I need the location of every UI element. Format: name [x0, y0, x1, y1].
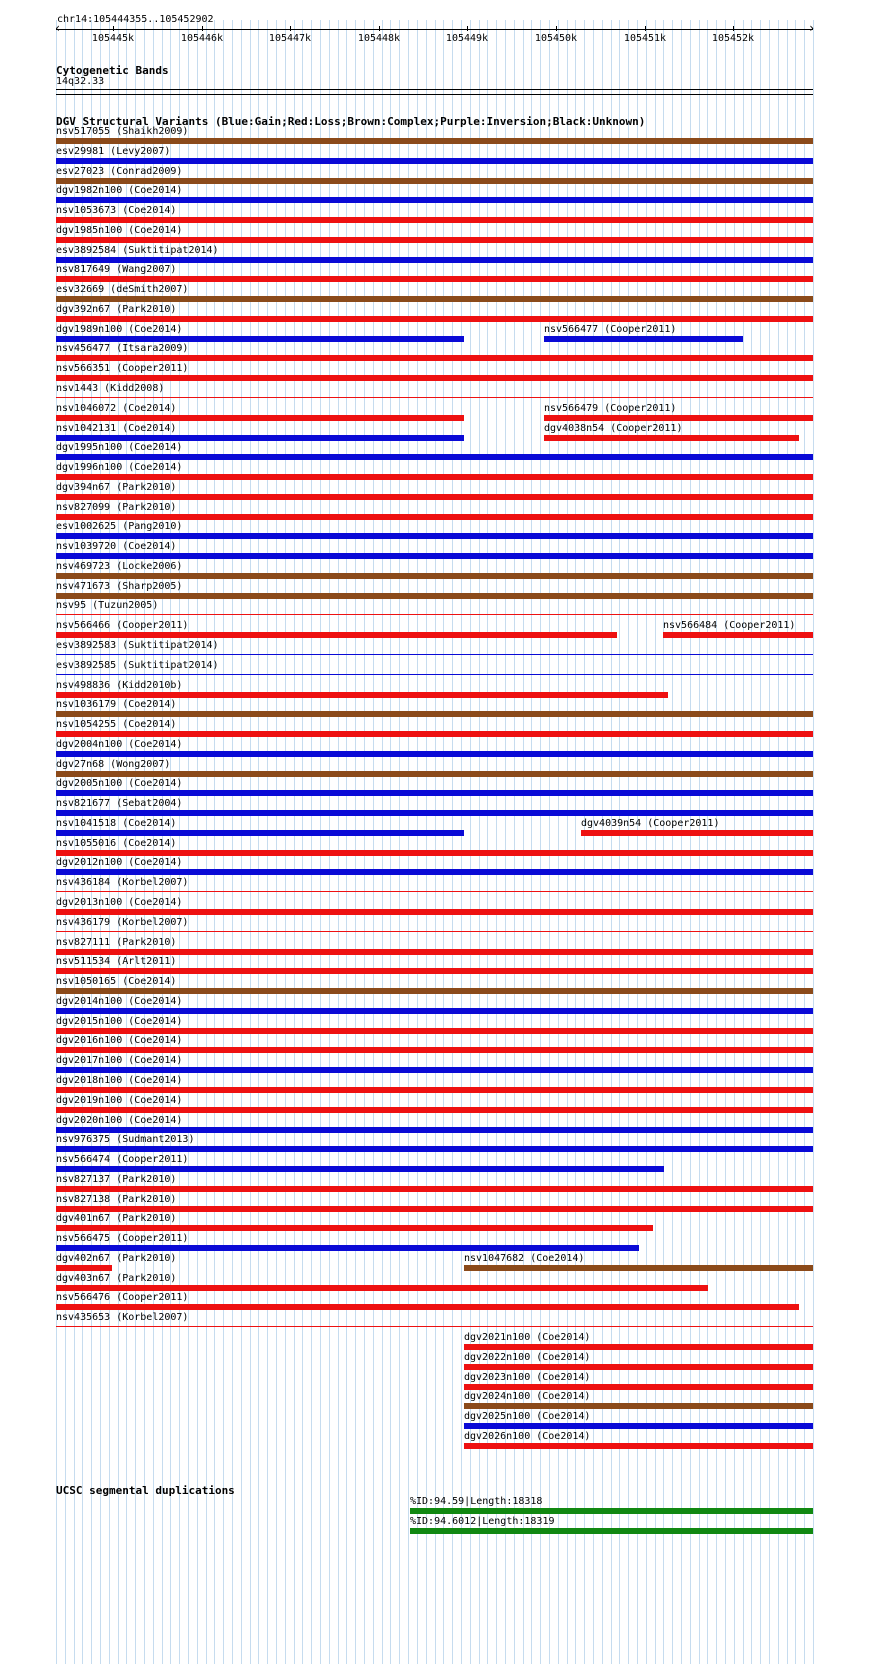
- variant-label[interactable]: nsv976375 (Sudmant2013): [56, 1134, 195, 1145]
- ruler-tick-label: 105447k: [268, 33, 312, 44]
- ruler-tick-label: 105450k: [534, 33, 578, 44]
- variant-label[interactable]: nsv566351 (Cooper2011): [56, 363, 189, 374]
- variant-bar-loss[interactable]: [56, 1304, 799, 1310]
- variant-label[interactable]: dgv2023n100 (Coe2014): [464, 1372, 591, 1383]
- variant-label[interactable]: nsv566475 (Cooper2011): [56, 1233, 189, 1244]
- variant-bar-loss[interactable]: [56, 1028, 813, 1034]
- ruler-tick: [113, 26, 114, 31]
- variant-label[interactable]: esv32669 (deSmith2007): [56, 284, 189, 295]
- variant-label[interactable]: dgv402n67 (Park2010): [56, 1253, 177, 1264]
- variant-bar-loss[interactable]: [581, 830, 813, 836]
- variant-bar-loss[interactable]: [56, 355, 813, 361]
- variant-bar-loss[interactable]: [56, 731, 813, 737]
- variant-bar-gain[interactable]: [56, 553, 813, 559]
- variant-bar-loss[interactable]: [56, 1326, 813, 1327]
- cytoband-label: 14q32.33: [56, 76, 105, 87]
- variant-bar-loss[interactable]: [56, 217, 813, 223]
- variant-label[interactable]: nsv566484 (Cooper2011): [663, 620, 796, 631]
- variant-bar-gain[interactable]: [56, 830, 464, 836]
- variant-label[interactable]: nsv1055016 (Coe2014): [56, 838, 177, 849]
- variant-bar-complex[interactable]: [56, 296, 813, 302]
- variant-bar-loss[interactable]: [56, 1285, 708, 1291]
- ruler-tick-label: 105445k: [91, 33, 135, 44]
- variant-bar-gain[interactable]: [56, 654, 813, 655]
- variant-bar-loss[interactable]: [56, 850, 813, 856]
- variant-label[interactable]: nsv469723 (Locke2006): [56, 561, 183, 572]
- variant-label[interactable]: dgv392n67 (Park2010): [56, 304, 177, 315]
- variant-label[interactable]: dgv1996n100 (Coe2014): [56, 462, 183, 473]
- variant-label[interactable]: dgv2020n100 (Coe2014): [56, 1115, 183, 1126]
- variant-label[interactable]: esv29981 (Levy2007): [56, 146, 171, 157]
- variant-bar-loss[interactable]: [464, 1344, 813, 1350]
- variant-label[interactable]: dgv4038n54 (Cooper2011): [544, 423, 683, 434]
- variant-label[interactable]: nsv566474 (Cooper2011): [56, 1154, 189, 1165]
- variant-bar-complex[interactable]: [56, 988, 813, 994]
- ruler-tick: [379, 26, 380, 31]
- variant-label[interactable]: nsv435653 (Korbel2007): [56, 1312, 189, 1323]
- variant-bar-gain[interactable]: [56, 869, 813, 875]
- variant-bar-loss[interactable]: [56, 1265, 112, 1271]
- segdup-bar[interactable]: [410, 1508, 813, 1514]
- variant-label[interactable]: nsv827138 (Park2010): [56, 1194, 177, 1205]
- ruler-left-arrow-icon: ‹: [54, 21, 62, 35]
- variant-bar-gain[interactable]: [56, 1166, 664, 1172]
- variant-bar-loss[interactable]: [56, 931, 813, 932]
- variant-label[interactable]: dgv2018n100 (Coe2014): [56, 1075, 183, 1086]
- variant-label[interactable]: dgv2016n100 (Coe2014): [56, 1035, 183, 1046]
- variant-label[interactable]: dgv1995n100 (Coe2014): [56, 442, 183, 453]
- variant-bar-loss[interactable]: [544, 415, 813, 421]
- ruler-tick-label: 105451k: [623, 33, 667, 44]
- variant-bar-loss[interactable]: [56, 1107, 813, 1113]
- variant-bar-loss[interactable]: [56, 614, 813, 615]
- variant-label[interactable]: nsv95 (Tuzun2005): [56, 600, 159, 611]
- variant-label[interactable]: dgv2024n100 (Coe2014): [464, 1391, 591, 1402]
- variant-bar-loss[interactable]: [56, 1047, 813, 1053]
- variant-label[interactable]: dgv2015n100 (Coe2014): [56, 1016, 183, 1027]
- variant-label[interactable]: dgv2025n100 (Coe2014): [464, 1411, 591, 1422]
- variant-bar-gain[interactable]: [56, 1245, 639, 1251]
- variant-bar-loss[interactable]: [56, 949, 813, 955]
- variant-bar-loss[interactable]: [56, 1225, 653, 1231]
- variant-bar-loss[interactable]: [56, 316, 813, 322]
- variant-label[interactable]: dgv27n68 (Wong2007): [56, 759, 171, 770]
- variant-label[interactable]: dgv4039n54 (Cooper2011): [581, 818, 720, 829]
- variant-label[interactable]: nsv566466 (Cooper2011): [56, 620, 189, 631]
- variant-label[interactable]: dgv1982n100 (Coe2014): [56, 185, 183, 196]
- variant-label[interactable]: nsv1050165 (Coe2014): [56, 976, 177, 987]
- variant-bar-gain[interactable]: [56, 1146, 813, 1152]
- variant-label[interactable]: nsv827099 (Park2010): [56, 502, 177, 513]
- variant-bar-loss[interactable]: [56, 1186, 813, 1192]
- variant-label[interactable]: nsv1041518 (Coe2014): [56, 818, 177, 829]
- segdup-label[interactable]: %ID:94.6012|Length:18319: [410, 1516, 555, 1527]
- variant-label[interactable]: nsv471673 (Sharp2005): [56, 581, 183, 592]
- variant-label[interactable]: nsv566479 (Cooper2011): [544, 403, 677, 414]
- variant-label[interactable]: dgv403n67 (Park2010): [56, 1273, 177, 1284]
- ruler-tick: [645, 26, 646, 31]
- variant-label[interactable]: esv27023 (Conrad2009): [56, 166, 183, 177]
- variant-bar-loss[interactable]: [56, 375, 813, 381]
- variant-bar-gain[interactable]: [56, 435, 464, 441]
- ruler-axis-line: [56, 29, 813, 30]
- variant-bar-complex[interactable]: [464, 1403, 813, 1409]
- variant-bar-gain[interactable]: [56, 257, 813, 263]
- segdup-label[interactable]: %ID:94.59|Length:18318: [410, 1496, 543, 1507]
- variant-bar-loss[interactable]: [56, 909, 813, 915]
- variant-label[interactable]: nsv1036179 (Coe2014): [56, 699, 177, 710]
- dgv-track-title: DGV Structural Variants (Blue:Gain;Red:Loss;Brown:Complex;Purple:Inversion;Black:Unknown): [56, 115, 646, 128]
- variant-label[interactable]: nsv821677 (Sebat2004): [56, 798, 183, 809]
- variant-bar-loss[interactable]: [56, 514, 813, 520]
- variant-bar-gain[interactable]: [56, 197, 813, 203]
- variant-bar-loss[interactable]: [56, 474, 813, 480]
- cytoband-title: Cytogenetic Bands: [56, 64, 169, 77]
- ruler-tick-label: 105452k: [711, 33, 755, 44]
- variant-label[interactable]: dgv1985n100 (Coe2014): [56, 225, 183, 236]
- variant-label[interactable]: dgv2014n100 (Coe2014): [56, 996, 183, 1007]
- variant-label[interactable]: nsv511534 (Arlt2011): [56, 956, 177, 967]
- variant-label[interactable]: dgv2012n100 (Coe2014): [56, 857, 183, 868]
- variant-bar-loss[interactable]: [56, 276, 813, 282]
- variant-label[interactable]: nsv1046072 (Coe2014): [56, 403, 177, 414]
- variant-label[interactable]: nsv1443 (Kidd2008): [56, 383, 165, 394]
- variant-label[interactable]: dgv2004n100 (Coe2014): [56, 739, 183, 750]
- variant-label[interactable]: nsv566476 (Cooper2011): [56, 1292, 189, 1303]
- variant-bar-loss[interactable]: [464, 1364, 813, 1370]
- variant-label[interactable]: nsv456477 (Itsara2009): [56, 343, 189, 354]
- variant-bar-loss[interactable]: [56, 632, 617, 638]
- variant-bar-gain[interactable]: [56, 751, 813, 757]
- variant-label[interactable]: nsv566477 (Cooper2011): [544, 324, 677, 335]
- variant-label[interactable]: nsv1039720 (Coe2014): [56, 541, 177, 552]
- variant-label[interactable]: esv3892583 (Suktitipat2014): [56, 640, 219, 651]
- variant-bar-gain[interactable]: [56, 158, 813, 164]
- ruler-tick: [733, 26, 734, 31]
- variant-label[interactable]: nsv1053673 (Coe2014): [56, 205, 177, 216]
- variant-bar-gain[interactable]: [56, 674, 813, 675]
- variant-bar-complex[interactable]: [56, 711, 813, 717]
- segdup-track-title: UCSC segmental duplications: [56, 1484, 235, 1497]
- variant-bar-loss[interactable]: [56, 397, 813, 398]
- cytoband-line: [56, 89, 813, 90]
- ruler-tick: [467, 26, 468, 31]
- location-label: chr14:105444355..105452902: [57, 14, 214, 25]
- ruler-right-arrow-icon: ›: [808, 21, 816, 35]
- variant-bar-gain[interactable]: [56, 1067, 813, 1073]
- variant-bar-gain[interactable]: [56, 454, 813, 460]
- variant-label[interactable]: nsv436184 (Korbel2007): [56, 877, 189, 888]
- variant-bar-loss[interactable]: [464, 1443, 813, 1449]
- variant-bar-loss[interactable]: [56, 1206, 813, 1212]
- variant-bar-complex[interactable]: [56, 573, 813, 579]
- ruler-tick-label: 105449k: [445, 33, 489, 44]
- variant-bar-complex[interactable]: [56, 771, 813, 777]
- variant-bar-loss[interactable]: [56, 692, 668, 698]
- variant-bar-loss[interactable]: [56, 968, 813, 974]
- variant-label[interactable]: dgv2013n100 (Coe2014): [56, 897, 183, 908]
- variant-label[interactable]: dgv394n67 (Park2010): [56, 482, 177, 493]
- ruler-tick-label: 105448k: [357, 33, 401, 44]
- variant-label[interactable]: dgv2026n100 (Coe2014): [464, 1431, 591, 1442]
- variant-bar-complex[interactable]: [56, 138, 813, 144]
- variant-label[interactable]: nsv1047682 (Coe2014): [464, 1253, 585, 1264]
- variant-label[interactable]: dgv2019n100 (Coe2014): [56, 1095, 183, 1106]
- variant-bar-complex[interactable]: [56, 178, 813, 184]
- variant-label[interactable]: nsv436179 (Korbel2007): [56, 917, 189, 928]
- variant-label[interactable]: nsv827111 (Park2010): [56, 937, 177, 948]
- ruler-tick-label: 105446k: [180, 33, 224, 44]
- variant-label[interactable]: nsv517055 (Shaikh2009): [56, 126, 189, 137]
- ruler-tick: [202, 26, 203, 31]
- variant-bar-complex[interactable]: [464, 1265, 813, 1271]
- variant-bar-complex[interactable]: [56, 593, 813, 599]
- variant-label[interactable]: dgv2017n100 (Coe2014): [56, 1055, 183, 1066]
- variant-bar-gain[interactable]: [56, 1127, 813, 1133]
- variant-bar-gain[interactable]: [56, 1008, 813, 1014]
- variant-bar-loss[interactable]: [464, 1384, 813, 1390]
- variant-bar-gain[interactable]: [56, 790, 813, 796]
- variant-label[interactable]: nsv817649 (Wang2007): [56, 264, 177, 275]
- variant-label[interactable]: esv1002625 (Pang2010): [56, 521, 183, 532]
- variant-bar-gain[interactable]: [56, 336, 464, 342]
- variant-label[interactable]: dgv401n67 (Park2010): [56, 1213, 177, 1224]
- variant-bar-gain[interactable]: [56, 810, 813, 816]
- variant-label[interactable]: dgv2021n100 (Coe2014): [464, 1332, 591, 1343]
- track-divider: [56, 94, 813, 95]
- variant-label[interactable]: nsv1054255 (Coe2014): [56, 719, 177, 730]
- variant-bar-gain[interactable]: [544, 336, 743, 342]
- variant-bar-loss[interactable]: [56, 415, 464, 421]
- variant-label[interactable]: esv3892584 (Suktitipat2014): [56, 245, 219, 256]
- variant-bar-loss[interactable]: [56, 237, 813, 243]
- ruler-tick: [556, 26, 557, 31]
- variant-label[interactable]: dgv1989n100 (Coe2014): [56, 324, 183, 335]
- variant-label[interactable]: nsv498836 (Kidd2010b): [56, 680, 183, 691]
- variant-label[interactable]: esv3892585 (Suktitipat2014): [56, 660, 219, 671]
- variant-label[interactable]: nsv827137 (Park2010): [56, 1174, 177, 1185]
- variant-bar-gain[interactable]: [56, 533, 813, 539]
- variant-bar-loss[interactable]: [663, 632, 813, 638]
- segdup-bar[interactable]: [410, 1528, 813, 1534]
- variant-label[interactable]: nsv1042131 (Coe2014): [56, 423, 177, 434]
- variant-bar-loss[interactable]: [56, 891, 813, 892]
- variant-label[interactable]: dgv2022n100 (Coe2014): [464, 1352, 591, 1363]
- variant-bar-gain[interactable]: [464, 1423, 813, 1429]
- variant-bar-loss[interactable]: [544, 435, 799, 441]
- variant-bar-loss[interactable]: [56, 1087, 813, 1093]
- ruler-tick: [290, 26, 291, 31]
- variant-label[interactable]: dgv2005n100 (Coe2014): [56, 778, 183, 789]
- variant-bar-loss[interactable]: [56, 494, 813, 500]
